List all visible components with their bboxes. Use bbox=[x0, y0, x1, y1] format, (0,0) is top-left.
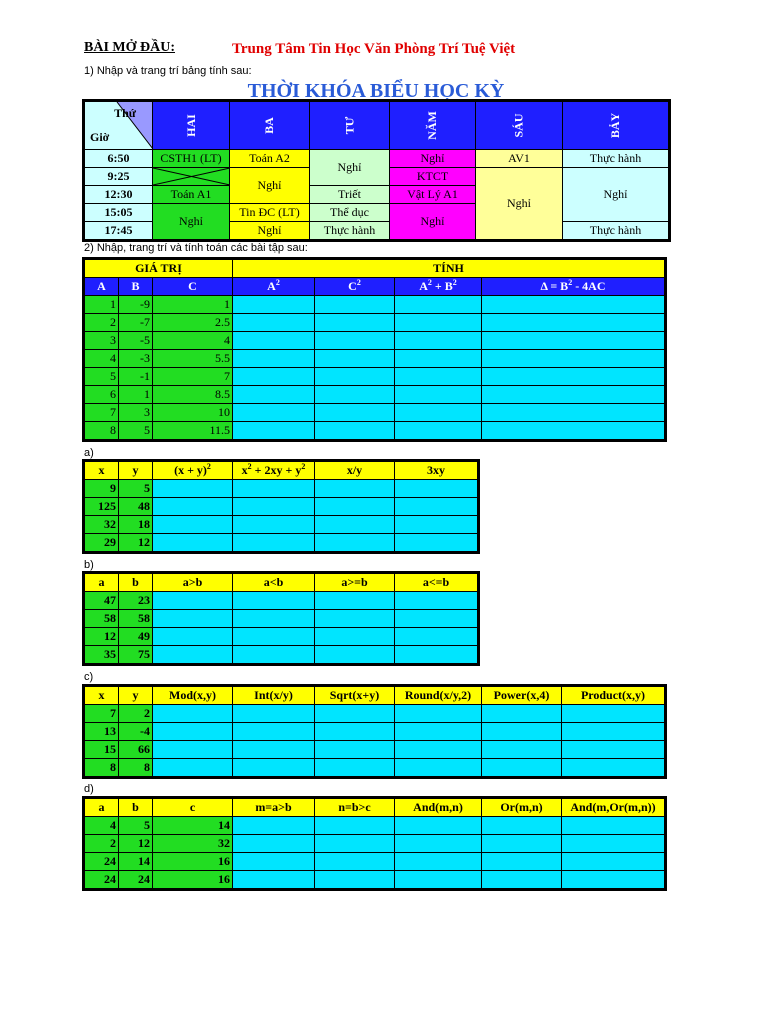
value-cell: 12 bbox=[119, 835, 153, 853]
value-cell: 13 bbox=[85, 723, 119, 741]
class-cell: Nghỉ bbox=[153, 204, 230, 240]
value-cell: 2 bbox=[119, 705, 153, 723]
result-cell bbox=[395, 871, 482, 889]
result-cell bbox=[233, 871, 315, 889]
col-header: a>=b bbox=[315, 574, 395, 592]
col-header: a bbox=[85, 574, 119, 592]
result-cell bbox=[315, 592, 395, 610]
table-row bbox=[85, 628, 478, 646]
result-cell bbox=[562, 835, 665, 853]
lesson-title: BÀI MỞ ĐẦU: bbox=[84, 40, 175, 55]
value-cell: 5 bbox=[85, 368, 119, 386]
table-row bbox=[85, 723, 665, 741]
value-cell: 8 bbox=[119, 759, 153, 777]
result-cell bbox=[562, 723, 665, 741]
result-cell bbox=[233, 741, 315, 759]
value-cell: 14 bbox=[119, 853, 153, 871]
value-cell: 24 bbox=[119, 871, 153, 889]
result-cell bbox=[233, 853, 315, 871]
class-cell: CSTH1 (LT) bbox=[153, 150, 230, 168]
result-cell bbox=[233, 498, 315, 516]
result-cell bbox=[315, 516, 395, 534]
time-cell: 15:05 bbox=[85, 204, 153, 222]
result-cell bbox=[315, 723, 395, 741]
day-sau: SÁU bbox=[476, 102, 563, 150]
col-header: a bbox=[85, 799, 119, 817]
time-cell: 12:30 bbox=[85, 186, 153, 204]
result-cell bbox=[562, 871, 665, 889]
result-cell bbox=[153, 705, 233, 723]
section-a-label: a) bbox=[84, 447, 94, 459]
result-cell bbox=[395, 516, 478, 534]
result-cell bbox=[395, 314, 482, 332]
section-d-label: d) bbox=[84, 783, 94, 795]
value-cell: 29 bbox=[85, 534, 119, 552]
result-cell bbox=[395, 480, 478, 498]
class-cell: Thực hành bbox=[563, 222, 669, 240]
value-cell: 9 bbox=[85, 480, 119, 498]
class-cell: Thể dục bbox=[310, 204, 390, 222]
table-row bbox=[85, 534, 478, 552]
col-header: B bbox=[119, 278, 153, 296]
table-row bbox=[85, 422, 665, 440]
col-header: x/y bbox=[315, 462, 395, 480]
table-a bbox=[84, 461, 478, 552]
value-cell: 125 bbox=[85, 498, 119, 516]
value-cell: 16 bbox=[153, 853, 233, 871]
table-row bbox=[85, 646, 478, 664]
result-cell bbox=[153, 498, 233, 516]
gio-label: Giờ bbox=[90, 130, 110, 144]
result-cell bbox=[233, 835, 315, 853]
value-cell: 7 bbox=[153, 368, 233, 386]
value-cell: 5 bbox=[119, 422, 153, 440]
value-cell: 1 bbox=[85, 296, 119, 314]
value-cell: 15 bbox=[85, 741, 119, 759]
col-header: Power(x,4) bbox=[482, 687, 562, 705]
value-cell: 5 bbox=[119, 817, 153, 835]
result-cell bbox=[482, 350, 665, 368]
col-header: $A^2$ bbox=[233, 278, 315, 296]
time-cell: 17:45 bbox=[85, 222, 153, 240]
class-cell: Nghỉ bbox=[310, 150, 390, 186]
result-cell bbox=[482, 404, 665, 422]
class-cell: Tin ĐC (LT) bbox=[230, 204, 310, 222]
col-header: y bbox=[119, 462, 153, 480]
result-cell bbox=[482, 332, 665, 350]
value-cell: 8 bbox=[85, 422, 119, 440]
result-cell bbox=[395, 368, 482, 386]
col-header: $(x + y)^2$ bbox=[153, 462, 233, 480]
crossed-cell bbox=[153, 168, 230, 186]
result-cell bbox=[315, 817, 395, 835]
value-cell: 2.5 bbox=[153, 314, 233, 332]
section-1-label: 1) Nhập và trang trí bảng tính sau: bbox=[84, 65, 252, 77]
result-cell bbox=[315, 871, 395, 889]
result-cell bbox=[315, 610, 395, 628]
value-cell: 5 bbox=[119, 480, 153, 498]
col-header: C bbox=[153, 278, 233, 296]
result-cell bbox=[315, 350, 395, 368]
result-cell bbox=[153, 759, 233, 777]
col-header: n=b>c bbox=[315, 799, 395, 817]
day-bay: BẢY bbox=[563, 102, 669, 150]
value-cell: 14 bbox=[153, 817, 233, 835]
result-cell bbox=[233, 404, 315, 422]
result-cell bbox=[562, 817, 665, 835]
table-row bbox=[85, 817, 665, 835]
result-cell bbox=[562, 759, 665, 777]
result-cell bbox=[482, 759, 562, 777]
value-cell: 4 bbox=[85, 350, 119, 368]
value-cell: 2 bbox=[85, 835, 119, 853]
table-d bbox=[84, 798, 665, 889]
value-cell: 66 bbox=[119, 741, 153, 759]
col-header: Round(x/y,2) bbox=[395, 687, 482, 705]
class-cell: Toán A1 bbox=[153, 186, 230, 204]
value-cell: 10 bbox=[153, 404, 233, 422]
value-cell: 23 bbox=[119, 592, 153, 610]
value-cell: 58 bbox=[85, 610, 119, 628]
result-cell bbox=[395, 853, 482, 871]
result-cell bbox=[153, 610, 233, 628]
result-cell bbox=[153, 723, 233, 741]
day-nam: NĂM bbox=[390, 102, 476, 150]
result-cell bbox=[395, 296, 482, 314]
value-cell: -3 bbox=[119, 350, 153, 368]
col-header: 3xy bbox=[395, 462, 478, 480]
value-cell: 12 bbox=[85, 628, 119, 646]
table-row bbox=[85, 592, 478, 610]
value-cell: 7 bbox=[85, 705, 119, 723]
class-cell: Nghỉ bbox=[476, 168, 563, 240]
result-cell bbox=[315, 628, 395, 646]
result-cell bbox=[233, 592, 315, 610]
table-row bbox=[85, 404, 665, 422]
col-header: $\Delta = B^2 - 4AC$ bbox=[482, 278, 665, 296]
value-cell: 5.5 bbox=[153, 350, 233, 368]
table-row bbox=[85, 705, 665, 723]
value-cell: 7 bbox=[85, 404, 119, 422]
table-row bbox=[85, 386, 665, 404]
table-row bbox=[85, 516, 478, 534]
result-cell bbox=[315, 422, 395, 440]
value-cell: -7 bbox=[119, 314, 153, 332]
section-c-label: c) bbox=[84, 671, 94, 683]
result-cell bbox=[395, 646, 478, 664]
result-cell bbox=[395, 817, 482, 835]
value-cell: -5 bbox=[119, 332, 153, 350]
result-cell bbox=[562, 741, 665, 759]
table-row bbox=[85, 368, 665, 386]
table-row bbox=[85, 853, 665, 871]
result-cell bbox=[233, 628, 315, 646]
col-header: x bbox=[85, 462, 119, 480]
corner-cell bbox=[85, 102, 153, 150]
col-header: b bbox=[119, 574, 153, 592]
result-cell bbox=[395, 705, 482, 723]
result-cell bbox=[482, 817, 562, 835]
value-cell: -9 bbox=[119, 296, 153, 314]
result-cell bbox=[233, 332, 315, 350]
result-cell bbox=[315, 741, 395, 759]
result-cell bbox=[233, 314, 315, 332]
result-cell bbox=[315, 332, 395, 350]
result-cell bbox=[482, 853, 562, 871]
result-cell bbox=[562, 853, 665, 871]
result-cell bbox=[153, 646, 233, 664]
result-cell bbox=[395, 422, 482, 440]
result-cell bbox=[315, 759, 395, 777]
table-row bbox=[85, 350, 665, 368]
value-cell: 35 bbox=[85, 646, 119, 664]
section-b-label: b) bbox=[84, 559, 94, 571]
result-cell bbox=[395, 350, 482, 368]
value-cell: 32 bbox=[85, 516, 119, 534]
value-cell: 3 bbox=[119, 404, 153, 422]
value-cell: 3 bbox=[85, 332, 119, 350]
table-row bbox=[85, 296, 665, 314]
result-cell bbox=[233, 723, 315, 741]
result-cell bbox=[482, 386, 665, 404]
col-header: Or(m,n) bbox=[482, 799, 562, 817]
value-cell: 12 bbox=[119, 534, 153, 552]
value-cell: 1 bbox=[119, 386, 153, 404]
col-header: c bbox=[153, 799, 233, 817]
table-row bbox=[85, 610, 478, 628]
result-cell bbox=[233, 368, 315, 386]
value-cell: 8 bbox=[85, 759, 119, 777]
result-cell bbox=[482, 422, 665, 440]
result-cell bbox=[233, 705, 315, 723]
result-cell bbox=[153, 516, 233, 534]
class-cell: Thực hành bbox=[310, 222, 390, 240]
col-header: $A^2 + B^2$ bbox=[395, 278, 482, 296]
col-header: $x^2 + 2xy + y^2$ bbox=[233, 462, 315, 480]
result-cell bbox=[233, 817, 315, 835]
time-cell: 9:25 bbox=[85, 168, 153, 186]
result-cell bbox=[395, 628, 478, 646]
value-cell: 32 bbox=[153, 835, 233, 853]
result-cell bbox=[395, 332, 482, 350]
value-cell: 58 bbox=[119, 610, 153, 628]
thu-label: Thứ bbox=[114, 106, 136, 120]
class-cell: AV1 bbox=[476, 150, 563, 168]
value-cell: 11.5 bbox=[153, 422, 233, 440]
value-cell: 48 bbox=[119, 498, 153, 516]
result-cell bbox=[395, 386, 482, 404]
result-cell bbox=[315, 705, 395, 723]
col-header: And(m,n) bbox=[395, 799, 482, 817]
class-cell: Thực hành bbox=[563, 150, 669, 168]
result-cell bbox=[315, 835, 395, 853]
value-cell: 18 bbox=[119, 516, 153, 534]
col-header: Mod(x,y) bbox=[153, 687, 233, 705]
result-cell bbox=[395, 741, 482, 759]
col-header: Product(x,y) bbox=[562, 687, 665, 705]
timetable-title: THỜI KHÓA BIỂU HỌC KỲ bbox=[247, 80, 505, 102]
value-cell: -1 bbox=[119, 368, 153, 386]
result-cell bbox=[482, 723, 562, 741]
result-cell bbox=[315, 404, 395, 422]
col-header: $C^2$ bbox=[315, 278, 395, 296]
table-row bbox=[85, 741, 665, 759]
result-cell bbox=[482, 835, 562, 853]
table-row bbox=[85, 332, 665, 350]
result-cell bbox=[233, 759, 315, 777]
result-cell bbox=[395, 835, 482, 853]
result-cell bbox=[153, 480, 233, 498]
value-cell: 16 bbox=[153, 871, 233, 889]
value-cell: 24 bbox=[85, 871, 119, 889]
value-cell: 4 bbox=[85, 817, 119, 835]
col-header: Sqrt(x+y) bbox=[315, 687, 395, 705]
result-cell bbox=[395, 534, 478, 552]
value-cell: 75 bbox=[119, 646, 153, 664]
values-table bbox=[84, 259, 665, 440]
result-cell bbox=[153, 741, 233, 759]
table-c bbox=[84, 686, 665, 777]
result-cell bbox=[153, 628, 233, 646]
result-cell bbox=[315, 480, 395, 498]
result-cell bbox=[395, 404, 482, 422]
result-cell bbox=[562, 705, 665, 723]
result-cell bbox=[395, 592, 478, 610]
value-cell: 2 bbox=[85, 314, 119, 332]
result-cell bbox=[233, 350, 315, 368]
table-b bbox=[84, 573, 478, 664]
col-header: A bbox=[85, 278, 119, 296]
day-hai: HAI bbox=[153, 102, 230, 150]
section-2-label: 2) Nhập, trang trí và tính toán các bài tập sau: bbox=[84, 242, 308, 254]
value-cell: 47 bbox=[85, 592, 119, 610]
timetable bbox=[84, 101, 669, 240]
col-header: y bbox=[119, 687, 153, 705]
class-cell: Toán A2 bbox=[230, 150, 310, 168]
class-cell: KTCT bbox=[390, 168, 476, 186]
table-row bbox=[85, 871, 665, 889]
result-cell bbox=[153, 534, 233, 552]
result-cell bbox=[315, 368, 395, 386]
result-cell bbox=[482, 871, 562, 889]
result-cell bbox=[233, 480, 315, 498]
value-cell: 49 bbox=[119, 628, 153, 646]
table-row bbox=[85, 480, 478, 498]
result-cell bbox=[315, 534, 395, 552]
result-cell bbox=[395, 723, 482, 741]
result-cell bbox=[315, 498, 395, 516]
col-header: And(m,Or(m,n)) bbox=[562, 799, 665, 817]
table-row bbox=[85, 759, 665, 777]
result-cell bbox=[395, 759, 482, 777]
time-cell: 6:50 bbox=[85, 150, 153, 168]
result-cell bbox=[233, 610, 315, 628]
result-cell bbox=[315, 296, 395, 314]
result-cell bbox=[395, 610, 478, 628]
class-cell: Nghỉ bbox=[230, 168, 310, 204]
result-cell bbox=[233, 386, 315, 404]
result-cell bbox=[233, 296, 315, 314]
value-cell: 6 bbox=[85, 386, 119, 404]
value-cell: -4 bbox=[119, 723, 153, 741]
center-name: Trung Tâm Tin Học Văn Phòng Trí Tuệ Việt bbox=[232, 41, 516, 57]
value-cell: 8.5 bbox=[153, 386, 233, 404]
result-cell bbox=[315, 646, 395, 664]
table-row bbox=[85, 498, 478, 516]
col-header: a<=b bbox=[395, 574, 478, 592]
value-cell: 1 bbox=[153, 296, 233, 314]
result-cell bbox=[395, 498, 478, 516]
col-header: m=a>b bbox=[233, 799, 315, 817]
result-cell bbox=[233, 646, 315, 664]
result-cell bbox=[482, 296, 665, 314]
table-row bbox=[85, 314, 665, 332]
value-cell: 4 bbox=[153, 332, 233, 350]
class-cell: Nghỉ bbox=[230, 222, 310, 240]
col-header: x bbox=[85, 687, 119, 705]
result-cell bbox=[315, 314, 395, 332]
result-cell bbox=[153, 592, 233, 610]
class-cell: Nghỉ bbox=[390, 204, 476, 240]
result-cell bbox=[482, 741, 562, 759]
class-cell: Nghỉ bbox=[390, 150, 476, 168]
class-cell: Triết bbox=[310, 186, 390, 204]
result-cell bbox=[233, 534, 315, 552]
group-header-compute: TÍNH bbox=[233, 260, 665, 278]
day-ba: BA bbox=[230, 102, 310, 150]
result-cell bbox=[315, 853, 395, 871]
group-header-values: GIÁ TRỊ bbox=[85, 260, 233, 278]
result-cell bbox=[315, 386, 395, 404]
class-cell: Nghỉ bbox=[563, 168, 669, 222]
col-header: Int(x/y) bbox=[233, 687, 315, 705]
class-cell: Vật Lý A1 bbox=[390, 186, 476, 204]
table-row bbox=[85, 835, 665, 853]
col-header: a<b bbox=[233, 574, 315, 592]
result-cell bbox=[482, 368, 665, 386]
value-cell: 24 bbox=[85, 853, 119, 871]
col-header: b bbox=[119, 799, 153, 817]
col-header: a>b bbox=[153, 574, 233, 592]
day-tu: TƯ bbox=[310, 102, 390, 150]
result-cell bbox=[482, 314, 665, 332]
result-cell bbox=[233, 516, 315, 534]
result-cell bbox=[233, 422, 315, 440]
result-cell bbox=[482, 705, 562, 723]
